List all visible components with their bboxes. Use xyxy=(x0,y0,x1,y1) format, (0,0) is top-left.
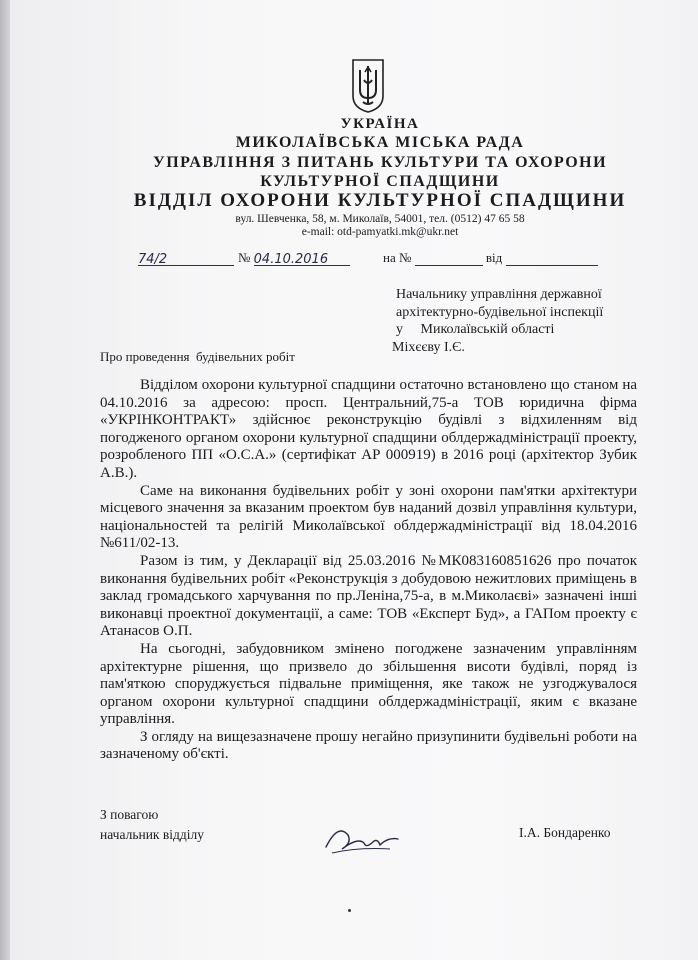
outgoing-number-field xyxy=(138,250,234,266)
country-heading: УКРАЇНА xyxy=(340,116,420,132)
date-handwritten: 04.10.2016 xyxy=(253,252,329,267)
body-paragraph: Відділом охорони культурної спадщини остаточно встановлено що станом на 04.10.2016 за адресою: просп. Центральний,75-а ТОВ юридична фірма «УКРІНКОНТРАКТ» здійснює реконструкцію будівлі з відхиленням від погодженого органом охорони культурної спадщини облдержадміністрації проекту, розробленого ПП «О.С.А.» (сертифікат АР 000919) в 2016 році (архітектор Зубик А.В.). xyxy=(100,377,637,481)
addressee-block xyxy=(392,286,604,356)
trident-coat-of-arms-icon xyxy=(351,58,385,114)
signer-name: І.А. Бондаренко xyxy=(519,825,611,840)
body-paragraph: Разом із тим, у Декларації від 25.03.2016 №МК083160851626 про початок виконання будівельних робіт «Реконструкція з добудовою нежитлових приміщень в заклад громадського харчування по пр.Леніна,75-а, в м.Миколаєві» зазначені інші виконавці проектної документації, а саме: ТОВ «Експерт Буд», а ГАПом проекту є Атанасов О.П. xyxy=(100,552,637,640)
council-heading: МИКОЛАЇВСЬКА МІСЬКА РАДА xyxy=(235,134,525,151)
department-heading-line2: КУЛЬТУРНОЇ СПАДЩИНИ xyxy=(260,173,500,190)
from-label: від xyxy=(485,250,503,265)
incoming-number-field xyxy=(383,250,598,266)
addressee-line: у Миколаївській області xyxy=(396,322,555,337)
outgoing-number-handwritten: 74/2 xyxy=(138,252,168,267)
closing-regards: З повагою xyxy=(100,807,159,822)
page-edge-shadow xyxy=(0,0,10,960)
addressee-name: Міхєєву І.Є. xyxy=(392,339,465,355)
letter-subject: Про проведення будівельних робіт xyxy=(100,349,295,364)
addressee-line: Начальнику управління державної xyxy=(396,287,602,302)
division-heading: ВІДДІЛ ОХОРОНИ КУЛЬТУРНОЇ СПАДЩИНИ xyxy=(133,190,627,211)
paper-speck xyxy=(348,909,351,912)
organization-address: вул. Шевченка, 58, м. Миколаїв, 54001, тел. (0512) 47 65 58 xyxy=(235,213,525,225)
addressee-line: архітектурно-будівельної інспекції xyxy=(396,304,604,320)
body-paragraph: Саме на виконання будівельних робіт у зоні охорони пам'ятки архітектури місцевого значення за вказаним проектом був наданий дозвіл управління культури, національностей та релігій Миколаївської облдержадміністрації від 18.04.2016 №611/02-13. xyxy=(100,482,637,552)
body-paragraph: На сьогодні, забудовником змінено погоджене зазначеним управлінням архітектурне рішення, що призвело до збільшення висоти будівлі, поряд із пам'яткою споруджується підвальне приміщення, яке також не узгоджувалося органом охорони культурної спадщини облдержадміністрації, яким є вказане управління. xyxy=(100,640,637,728)
body-paragraph: З огляду на вищезазначене прошу негайно призупинити будівельні роботи на зазначеному об'єкті. xyxy=(100,728,637,763)
date-field xyxy=(238,250,350,266)
incoming-number-label: на № xyxy=(383,250,412,265)
organization-email: e-mail: otd-pamyatki.mk@ukr.net xyxy=(301,226,459,238)
handwritten-signature-icon xyxy=(318,817,408,862)
department-heading-line1: УПРАВЛІННЯ З ПИТАНЬ КУЛЬТУРИ ТА ОХОРОНИ xyxy=(152,154,608,171)
number-label: № xyxy=(238,250,251,265)
closing-block xyxy=(100,805,204,845)
signer-position: начальник відділу xyxy=(100,827,204,842)
letter-body xyxy=(100,377,637,764)
